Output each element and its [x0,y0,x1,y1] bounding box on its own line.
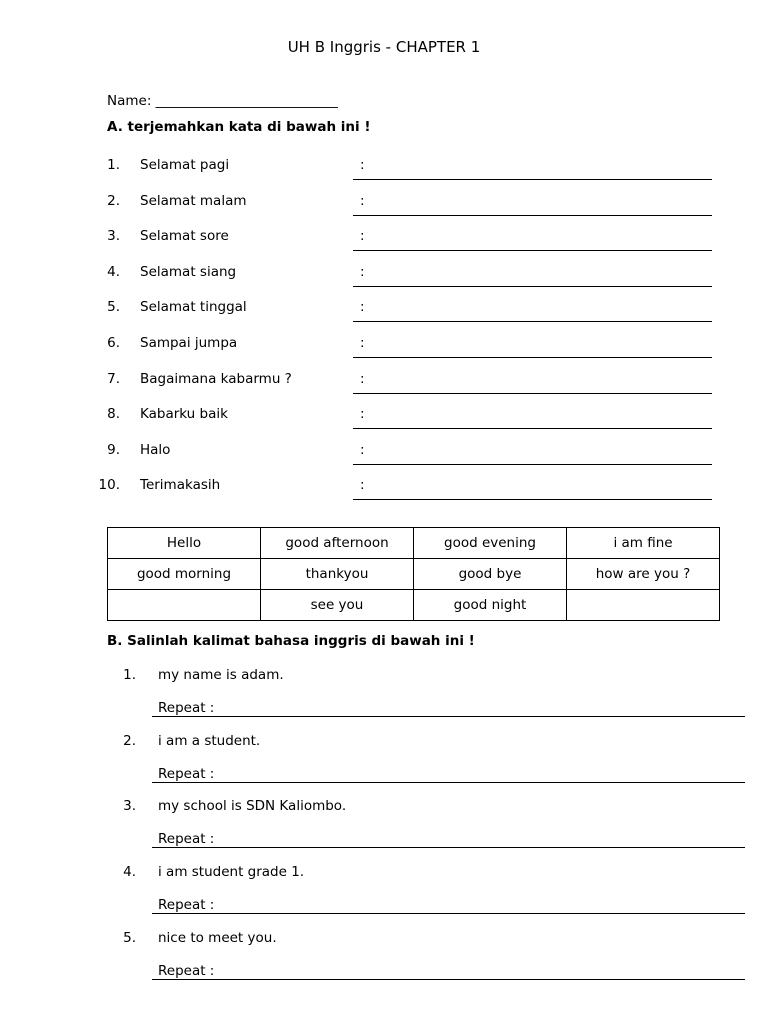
sentence-text: i am student grade 1. [158,864,305,881]
answer-line[interactable] [353,215,712,216]
sentence-text: my name is adam. [158,667,284,683]
sentence-text: nice to meet you. [158,929,277,946]
answer-line[interactable] [353,179,712,180]
vocab-word: Selamat sore [140,228,229,245]
answer-line[interactable] [152,847,745,848]
item-number: 8. [107,406,120,423]
repeat-label: Repeat : [158,897,215,914]
word-bank-cell: good bye [414,559,567,590]
vocab-row [0,406,768,426]
vocab-row [0,442,768,462]
answer-line[interactable] [353,321,712,322]
repeat-label: Repeat : [158,700,215,716]
word-bank-cell: good afternoon [261,528,414,559]
item-number: 2. [107,192,120,209]
vocab-word: Sampai jumpa [140,335,238,351]
answer-line[interactable] [353,464,712,465]
vocab-row [0,299,768,319]
item-number: 7. [107,370,120,387]
vocab-word: Selamat pagi [140,157,230,173]
word-bank-cell: Hello [108,528,261,559]
vocab-word: Selamat siang [140,263,237,280]
colon-separator: : [360,370,365,387]
answer-line[interactable] [353,428,712,429]
answer-line[interactable] [152,716,745,717]
item-number: 5. [123,929,136,946]
colon-separator: : [360,228,365,245]
word-bank-cell [108,590,261,621]
item-number: 9. [107,441,120,458]
answer-line[interactable] [353,499,712,500]
answer-line[interactable] [353,250,712,251]
answer-line[interactable] [152,913,745,914]
word-bank-table [107,527,720,621]
vocab-word: Kabarku baik [140,406,228,423]
colon-separator: : [360,157,365,173]
item-number: 6. [107,335,120,351]
name-field-label: Name: ___________________________ [107,93,338,109]
item-number: 1. [123,667,136,683]
answer-line[interactable] [152,979,745,980]
colon-separator: : [360,263,365,280]
repeat-label: Repeat : [158,831,215,848]
vocab-row [0,371,768,391]
word-bank-cell: good evening [414,528,567,559]
vocab-row [0,193,768,213]
vocab-row [0,335,768,355]
vocab-word: Selamat tinggal [140,299,247,316]
item-number: 4. [123,864,136,881]
vocab-row [0,264,768,284]
word-bank-cell: good morning [108,559,261,590]
repeat-label: Repeat : [158,765,215,782]
colon-separator: : [360,335,365,351]
sentence-text: my school is SDN Kaliombo. [158,798,347,815]
item-number: 4. [107,263,120,280]
item-number: 1. [107,157,120,173]
page-title: UH B Inggris - CHAPTER 1 [287,38,481,56]
colon-separator: : [360,299,365,316]
vocab-row [0,228,768,248]
vocab-word: Terimakasih [140,477,221,494]
item-number: 5. [107,299,120,316]
word-bank-cell [567,590,720,621]
repeat-label: Repeat : [158,962,215,979]
answer-line[interactable] [152,782,745,783]
vocab-row [0,477,768,497]
answer-line[interactable] [353,393,712,394]
section-a-heading: A. terjemahkan kata di bawah ini ! [107,119,371,135]
sentence-text: i am a student. [158,732,261,749]
answer-line[interactable] [353,286,712,287]
colon-separator: : [360,192,365,209]
vocab-word: Bagaimana kabarmu ? [140,370,292,387]
vocab-word: Halo [140,441,171,458]
section-b-heading: B. Salinlah kalimat bahasa inggris di bawah ini ! [107,633,475,649]
vocab-word: Selamat malam [140,192,247,209]
word-bank-cell: i am fine [567,528,720,559]
answer-line[interactable] [353,357,712,358]
word-bank-row [108,528,720,559]
colon-separator: : [360,441,365,458]
word-bank-cell: how are you ? [567,559,720,590]
item-number: 3. [107,228,120,245]
item-number: 2. [123,732,136,749]
colon-separator: : [360,477,365,494]
word-bank-cell: thankyou [261,559,414,590]
word-bank-cell: see you [261,590,414,621]
item-number: 3. [123,798,136,815]
vocab-row [0,157,768,177]
word-bank-cell: good night [414,590,567,621]
item-number: 10. [98,477,120,494]
colon-separator: : [360,406,365,423]
word-bank-row [108,590,720,621]
word-bank-row [108,559,720,590]
